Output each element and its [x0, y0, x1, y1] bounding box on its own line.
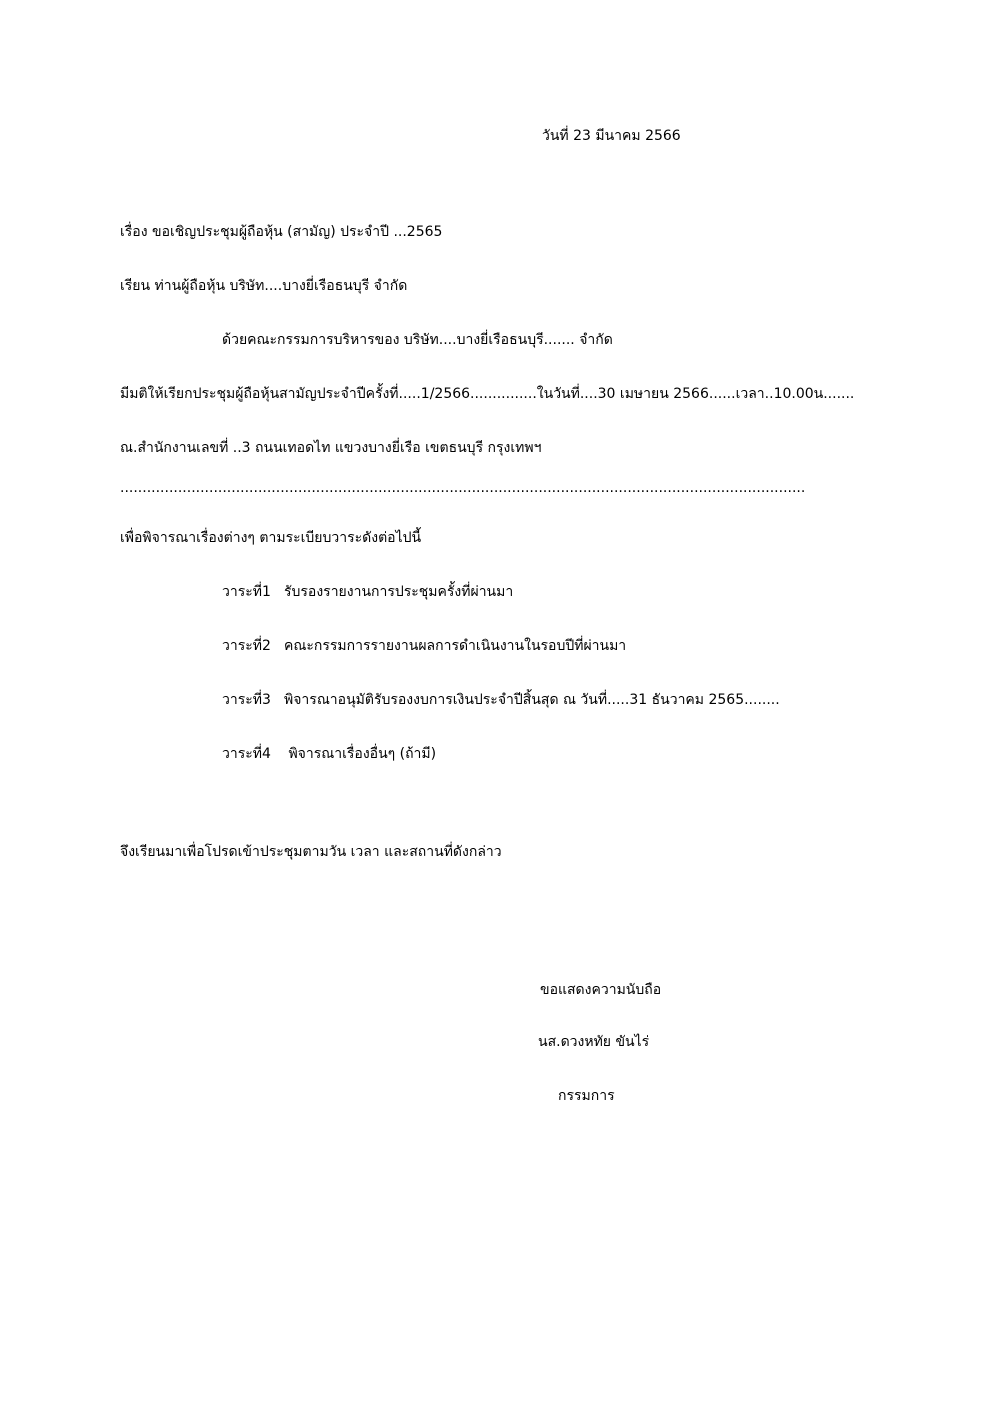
- dotted-line: ..........................................................................................................................................................: [120, 480, 806, 496]
- agenda-intro: เพื่อพิจารณาเรื่องต่างๆ ตามระเบียบวาระดังต่อไปนี้: [120, 530, 422, 546]
- agenda-item-label: วาระที่4: [222, 746, 271, 762]
- closing-sentence: จึงเรียนมาเพื่อโปรดเข้าประชุมตามวัน เวลา และสถานที่ดังกล่าว: [120, 844, 502, 860]
- body-paragraph-line-1: ด้วยคณะกรรมการบริหารของ บริษัท....บางยี่เรือธนบุรี....... จำกัด: [222, 332, 613, 348]
- agenda-item-text: พิจารณาอนุมัติรับรองงบการเงินประจำปีสิ้นสุด ณ วันที่.....31 ธันวาคม 2565........: [284, 692, 780, 708]
- signer-position: กรรมการ: [558, 1088, 615, 1104]
- agenda-item-label: วาระที่3: [222, 692, 271, 708]
- signer-name: นส.ดวงหทัย ขันไร่: [538, 1034, 650, 1050]
- agenda-item-4: [222, 744, 436, 764]
- letter-recipient: เรียน ท่านผู้ถือหุ้น บริษัท....บางยี่เรือธนบุรี จำกัด: [120, 278, 408, 294]
- body-paragraph-line-3: ณ.สำนักงานเลขที่ ..3 ถนนเทอดไท แขวงบางยี่เรือ เขตธนบุรี กรุงเทพฯ: [120, 440, 542, 456]
- letter-subject: เรื่อง ขอเชิญประชุมผู้ถือหุ้น (สามัญ) ประจำปี ...2565: [120, 224, 443, 240]
- agenda-item-label: วาระที่1: [222, 584, 271, 600]
- agenda-item-label: วาระที่2: [222, 638, 271, 654]
- agenda-item-text: รับรองรายงานการประชุมครั้งที่ผ่านมา: [284, 584, 514, 600]
- regards-line: ขอแสดงความนับถือ: [540, 982, 662, 998]
- agenda-item-1: [222, 582, 513, 602]
- body-paragraph-line-2: มีมติให้เรียกประชุมผู้ถือหุ้นสามัญประจำปีครั้งที่.....1/2566...............ในวันที่....30 เมษายน 2566......เวลา..10.00น.......: [120, 386, 855, 402]
- letter-date: วันที่ 23 มีนาคม 2566: [542, 128, 681, 144]
- agenda-item-text: คณะกรรมการรายงานผลการดำเนินงานในรอบปีที่ผ่านมา: [284, 638, 627, 654]
- agenda-item-text: พิจารณาเรื่องอื่นๆ (ถ้ามี): [284, 746, 437, 762]
- agenda-item-2: [222, 636, 626, 656]
- agenda-item-3: [222, 690, 780, 710]
